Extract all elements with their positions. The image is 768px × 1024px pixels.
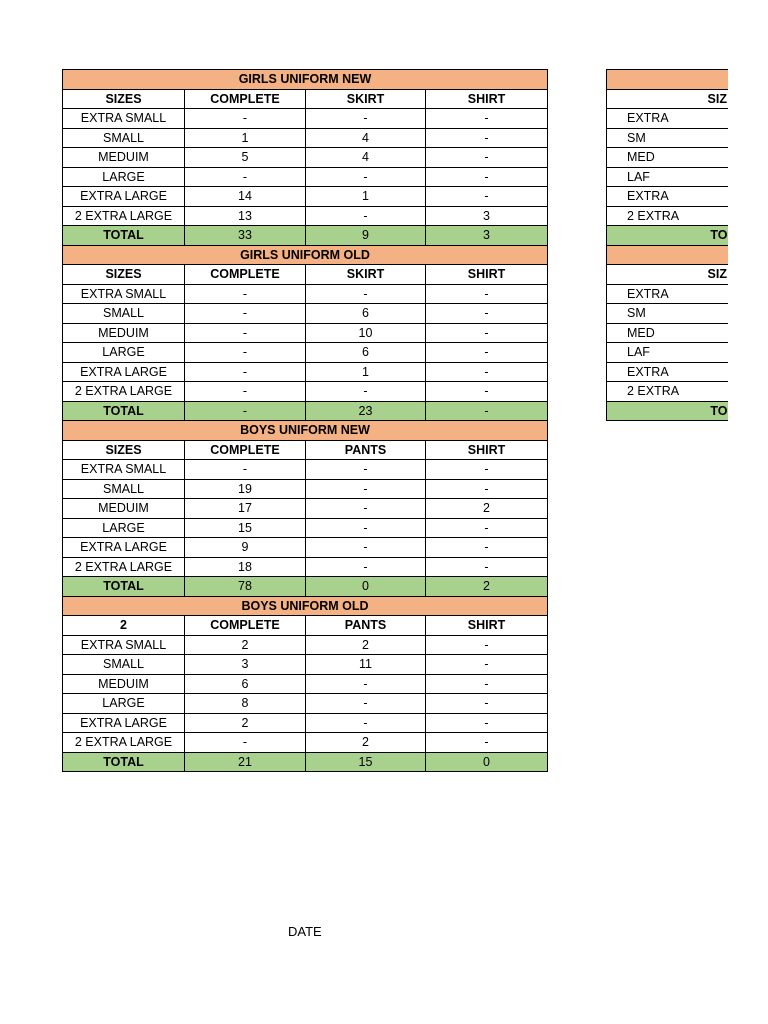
total-value: 78 [185,577,306,597]
count-cell: - [185,284,306,304]
section-title: BOYS UNIFORM OLD [63,596,548,616]
count-cell: 2 [185,635,306,655]
partial-size-cell: EXTRA [607,109,729,129]
count-cell: - [306,284,426,304]
count-cell: 19 [185,479,306,499]
count-cell: 18 [185,557,306,577]
count-cell: - [185,362,306,382]
partial-size-cell: EXTRA [607,362,729,382]
partial-section-title [607,245,729,265]
table-row [63,499,548,519]
partial-size-cell: MED [607,323,729,343]
section-title-row [63,245,548,265]
column-header: SHIRT [426,440,548,460]
size-cell: EXTRA SMALL [63,460,185,480]
table-row [63,167,548,187]
table-row [63,343,548,363]
total-row [63,401,548,421]
column-header-row [63,616,548,636]
partial-column-header: SIZ [607,89,729,109]
partial-table-row [607,304,729,324]
partial-table-row [607,362,729,382]
count-cell: - [185,343,306,363]
count-cell: 5 [185,148,306,168]
total-row [63,577,548,597]
count-cell: 2 [306,733,426,753]
total-value: 0 [426,752,548,772]
size-cell: SMALL [63,128,185,148]
count-cell: 9 [185,538,306,558]
count-cell: - [185,733,306,753]
size-cell: EXTRA LARGE [63,362,185,382]
count-cell: - [426,343,548,363]
section-title: GIRLS UNIFORM OLD [63,245,548,265]
total-value: 9 [306,226,426,246]
partial-table-row [607,206,729,226]
column-header: PANTS [306,440,426,460]
count-cell: - [426,674,548,694]
column-header: SKIRT [306,89,426,109]
column-header-row [63,89,548,109]
partial-title-row [607,70,729,90]
total-label: TOTAL [63,401,185,421]
count-cell: - [426,655,548,675]
size-cell: EXTRA LARGE [63,187,185,207]
count-cell: 17 [185,499,306,519]
partial-size-cell: EXTRA [607,284,729,304]
size-cell: SMALL [63,304,185,324]
count-cell: - [426,713,548,733]
count-cell: - [426,694,548,714]
column-header: COMPLETE [185,440,306,460]
partial-total-label: TO [607,226,729,246]
column-header: SIZES [63,265,185,285]
size-cell: EXTRA SMALL [63,109,185,129]
table-row [63,479,548,499]
total-label: TOTAL [63,752,185,772]
size-cell: MEDUIM [63,499,185,519]
count-cell: - [306,167,426,187]
partial-section-title [607,70,729,90]
count-cell: - [185,323,306,343]
count-cell: 6 [185,674,306,694]
count-cell: - [185,304,306,324]
column-header-row [63,265,548,285]
table-row [63,323,548,343]
right-partial-body [607,70,729,421]
total-value: 3 [426,226,548,246]
partial-size-cell: 2 EXTRA [607,382,729,402]
table-row [63,460,548,480]
table-row [63,187,548,207]
section-title-row [63,596,548,616]
column-header: PANTS [306,616,426,636]
section-title-row [63,421,548,441]
count-cell: - [306,382,426,402]
count-cell: 6 [306,304,426,324]
partial-table-row [607,187,729,207]
count-cell: 11 [306,655,426,675]
table-row [63,635,548,655]
count-cell: 2 [306,635,426,655]
count-cell: 4 [306,128,426,148]
count-cell: 6 [306,343,426,363]
count-cell: - [306,557,426,577]
count-cell: - [426,733,548,753]
total-value: - [185,401,306,421]
table-row [63,694,548,714]
count-cell: - [426,635,548,655]
count-cell: - [426,109,548,129]
count-cell: - [306,538,426,558]
count-cell: - [426,382,548,402]
size-cell: SMALL [63,655,185,675]
column-header: SHIRT [426,89,548,109]
count-cell: - [306,499,426,519]
total-value: 21 [185,752,306,772]
partial-size-cell: EXTRA [607,187,729,207]
table-row [63,713,548,733]
count-cell: - [426,304,548,324]
count-cell: - [185,109,306,129]
count-cell: - [306,674,426,694]
count-cell: 1 [306,187,426,207]
count-cell: - [426,187,548,207]
partial-column-header: SIZ [607,265,729,285]
column-header: SHIRT [426,265,548,285]
uniform-inventory-table [62,69,548,772]
count-cell: - [306,479,426,499]
count-cell: - [306,694,426,714]
count-cell: - [426,557,548,577]
size-cell: EXTRA SMALL [63,284,185,304]
count-cell: - [426,538,548,558]
table-row [63,304,548,324]
count-cell: - [426,460,548,480]
size-cell: MEDUIM [63,148,185,168]
count-cell: - [426,284,548,304]
size-cell: SMALL [63,479,185,499]
table-row [63,655,548,675]
count-cell: - [306,713,426,733]
count-cell: 14 [185,187,306,207]
partial-size-cell: LAF [607,343,729,363]
partial-size-cell: 2 EXTRA [607,206,729,226]
total-value: - [426,401,548,421]
column-header: SHIRT [426,616,548,636]
count-cell: - [306,460,426,480]
partial-total-label: TO [607,401,729,421]
count-cell: - [426,167,548,187]
table-row [63,518,548,538]
size-cell: LARGE [63,518,185,538]
partial-size-cell: MED [607,148,729,168]
count-cell: - [306,206,426,226]
table-row [63,538,548,558]
count-cell: - [185,382,306,402]
total-label: TOTAL [63,577,185,597]
partial-table-row [607,167,729,187]
column-header: SKIRT [306,265,426,285]
size-cell: EXTRA SMALL [63,635,185,655]
count-cell: 1 [185,128,306,148]
size-cell: EXTRA LARGE [63,538,185,558]
total-value: 33 [185,226,306,246]
size-cell: LARGE [63,694,185,714]
count-cell: - [306,109,426,129]
table-row [63,733,548,753]
column-header: COMPLETE [185,616,306,636]
size-cell: LARGE [63,343,185,363]
size-cell: 2 EXTRA LARGE [63,206,185,226]
right-partial-table [606,69,728,421]
size-cell: LARGE [63,167,185,187]
size-cell: 2 EXTRA LARGE [63,382,185,402]
partial-size-cell: SM [607,304,729,324]
count-cell: - [426,323,548,343]
table-row [63,674,548,694]
size-cell: MEDUIM [63,674,185,694]
partial-header-row [607,89,729,109]
size-cell: 2 EXTRA LARGE [63,557,185,577]
partial-table-row [607,148,729,168]
count-cell: 3 [185,655,306,675]
table-row [63,109,548,129]
partial-size-cell: SM [607,128,729,148]
date-label: DATE [288,924,322,939]
count-cell: - [426,362,548,382]
partial-total-row [607,226,729,246]
column-header: SIZES [63,440,185,460]
partial-table-row [607,323,729,343]
count-cell: 13 [185,206,306,226]
partial-total-row [607,401,729,421]
table-row [63,284,548,304]
column-header-row [63,440,548,460]
section-title-row [63,70,548,90]
count-cell: - [426,148,548,168]
count-cell: - [306,518,426,538]
table-row [63,382,548,402]
section-title: GIRLS UNIFORM NEW [63,70,548,90]
partial-title-row [607,245,729,265]
table-row [63,148,548,168]
count-cell: - [185,167,306,187]
count-cell: 2 [426,499,548,519]
count-cell: 4 [306,148,426,168]
size-cell: 2 EXTRA LARGE [63,733,185,753]
column-header: COMPLETE [185,265,306,285]
column-header: SIZES [63,89,185,109]
total-row [63,226,548,246]
count-cell: - [426,128,548,148]
table-row [63,557,548,577]
count-cell: 2 [185,713,306,733]
total-label: TOTAL [63,226,185,246]
count-cell: 1 [306,362,426,382]
size-cell: EXTRA LARGE [63,713,185,733]
partial-table-row [607,343,729,363]
partial-header-row [607,265,729,285]
table-row [63,362,548,382]
partial-size-cell: LAF [607,167,729,187]
count-cell: 8 [185,694,306,714]
count-cell: - [426,518,548,538]
total-value: 0 [306,577,426,597]
count-cell: 10 [306,323,426,343]
partial-table-row [607,128,729,148]
total-value: 23 [306,401,426,421]
total-row [63,752,548,772]
count-cell: 15 [185,518,306,538]
count-cell: - [185,460,306,480]
column-header: 2 [63,616,185,636]
size-cell: MEDUIM [63,323,185,343]
partial-table-row [607,109,729,129]
column-header: COMPLETE [185,89,306,109]
total-value: 2 [426,577,548,597]
count-cell: 3 [426,206,548,226]
table-row [63,206,548,226]
partial-table-row [607,284,729,304]
section-title: BOYS UNIFORM NEW [63,421,548,441]
partial-table-row [607,382,729,402]
total-value: 15 [306,752,426,772]
count-cell: - [426,479,548,499]
uniform-inventory-body [63,70,548,772]
right-partial-sheet [606,69,728,421]
table-row [63,128,548,148]
